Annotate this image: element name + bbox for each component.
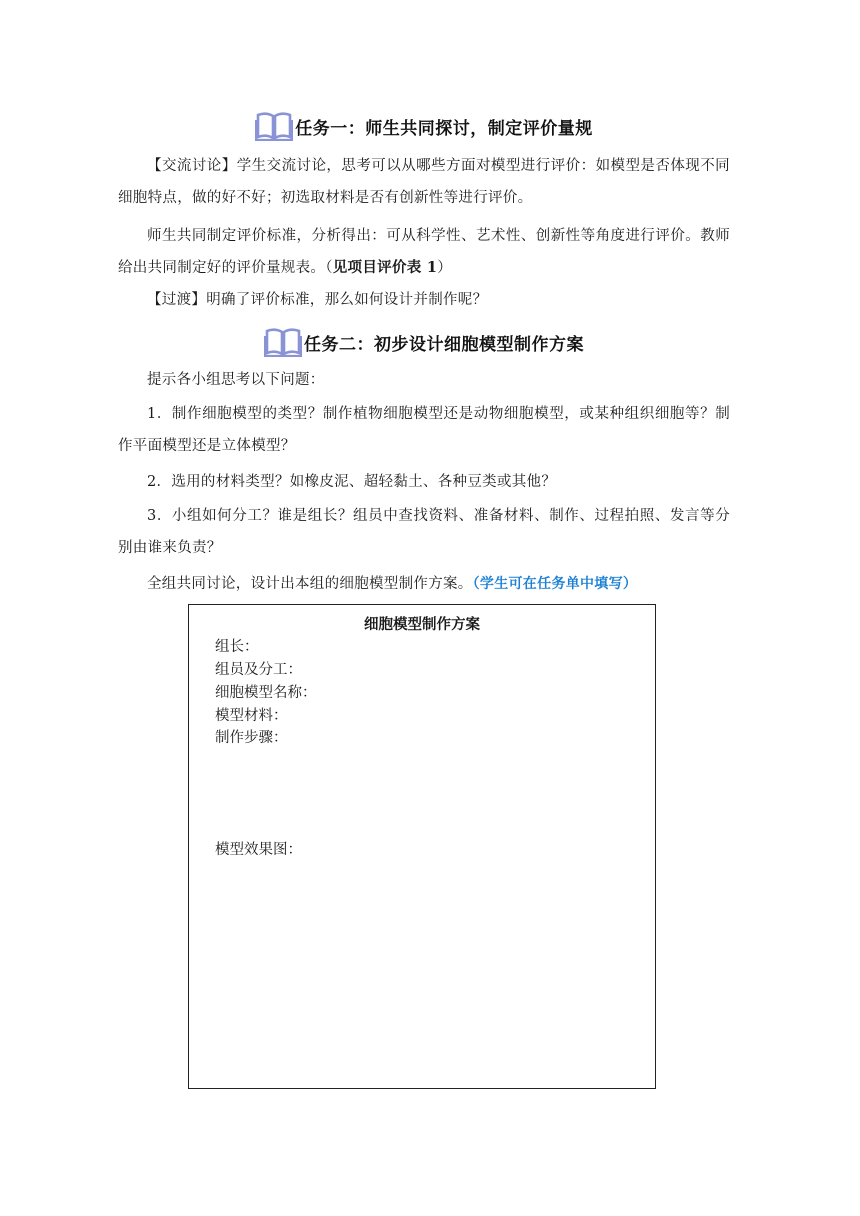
- plan-materials-field: 模型材料：: [215, 708, 288, 724]
- plan-model-name-field: 细胞模型名称：: [215, 685, 317, 701]
- question-3: 3．小组如何分工？谁是组长？组员中查找资料、准备材料、制作、过程拍照、发言等分别由谁来负责？: [118, 508, 730, 556]
- criteria-paragraph: [118, 220, 730, 284]
- criteria-text: 师生共同制定评价标准，分析得出：可从科学性、艺术性、创新性等角度进行评价。教师给出共同制定好的评价量规表。（: [118, 228, 730, 276]
- discussion-tag: 【交流讨论】: [147, 158, 237, 174]
- task1-heading: [118, 106, 730, 146]
- discussion-paragraph: [118, 150, 730, 214]
- task2-title: 任务二：初步设计细胞模型制作方案: [304, 334, 584, 355]
- task1-title: 任务一：师生共同探讨，制定评价量规: [295, 118, 593, 139]
- question-2: 2．选用的材料类型？如橡皮泥、超轻黏土、各种豆类或其他？: [147, 474, 557, 490]
- open-book-icon: [255, 111, 293, 141]
- plan-effect-field: 模型效果图：: [215, 842, 302, 858]
- plan-leader-field: 组长：: [215, 639, 259, 655]
- design-text: 全组共同讨论，设计出本组的细胞模型制作方案。: [147, 576, 473, 592]
- task-sheet-note: （学生可在任务单中填写）: [472, 576, 638, 592]
- plan-title: 细胞模型制作方案: [364, 617, 480, 633]
- task2-heading: [118, 322, 730, 362]
- evaluation-table-ref: 见项目评价表 1: [332, 259, 438, 276]
- prompt-text: 提示各小组思考以下问题：: [147, 372, 325, 388]
- criteria-close: ）: [437, 260, 453, 276]
- transition-tag: 【过渡】: [147, 292, 207, 308]
- plan-members-field: 组员及分工：: [215, 662, 302, 678]
- plan-form-box: [188, 604, 656, 1089]
- open-book-icon: [264, 327, 302, 357]
- discussion-text: 学生交流讨论，思考可以从哪些方面对模型进行评价：如模型是否体现不同细胞特点，做的好不好；初选取材料是否有创新性等进行评价。: [118, 158, 730, 206]
- transition-paragraph: [118, 284, 730, 316]
- question-1: 1．制作细胞模型的类型？制作植物细胞模型还是动物细胞模型，或某种组织细胞等？制作平面模型还是立体模型？: [118, 406, 730, 454]
- plan-steps-field: 制作步骤：: [215, 730, 288, 746]
- transition-text: 明确了评价标准，那么如何设计并制作呢？: [206, 292, 488, 308]
- design-paragraph: [118, 568, 730, 600]
